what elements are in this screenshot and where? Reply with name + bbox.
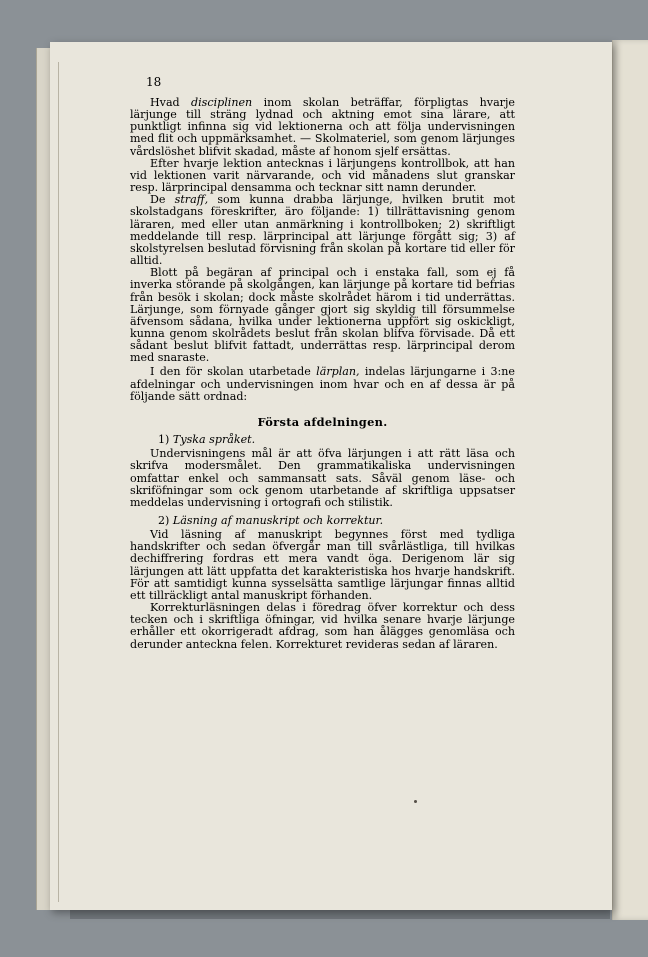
emphasis-straff: straff, — [174, 193, 209, 207]
paragraph-korrektur: Korrekturläsningen delas i föredrag öfver korrektur och dess tecken och i skriftliga öfningar, vid hvilka senare hvarje lärjunge erhåller ett okorrigeradt afdrag, som han ålägges genomläsa och derunder anteckna felen. Korrekturet revideras sedan af läraren. — [130, 601, 515, 651]
paragraph-discipline: Hvad disciplinen inom skolan beträffar, förpligtas hvarje lärjunge till sträng lydnad och aktning emot sina lärare, att punktligt infinna sig vid lektionerna och att följa undervisningen med flit och uppmärksamhet. — Skolmateriel, som genom lärjunges vårdslöshet blifvit skadad, måste af honom sjelf ersättas. — [130, 96, 515, 158]
emphasis-larplan: lärplan, — [316, 365, 360, 379]
paragraph-manuskript: Vid läsning af manuskript begynnes först med tydliga handskrifter och sedan öfvergår man till svårlästliga, till hvilkas dechiffrering fordras ett mera vandt öga. Derigenom lär sig lärjungen att lätt uppfatta det karakteristiska hos hvarje handskrift. För att samtidigt kunna sysselsätta samtlige lärjungar finnas alltid ett tillräckligt antal manuskript förhanden. — [130, 528, 515, 602]
emphasis-disciplinen: disciplinen — [191, 96, 253, 109]
page-gutter-line — [58, 62, 59, 902]
paragraph-straff: De straff, som kunna drabba lärjunge, hvilken brutit mot skolstadgans föreskrifter, äro följande: 1) tillrättavisning genom läraren, med eller utan anmärkning i kontrollboken; 2) skriftligt meddelande till resp. lärprincipal att lärjunge förgått sig; 3) af skolstyrelsen beslutad förvisning från skolan på kortare tid eller för alltid. — [130, 193, 515, 268]
paragraph-tyska: Undervisningens mål är att öfva lärjungen i att rätt läsa och skrifva modersmålet. Den grammatikaliska undervisningen omfattar enkel och sammansatt sats. Såväl genom läse- och skriföfningar som ock genom utarbetande af skriftliga uppsatser meddelas undervisning i ortografi och stilistik. — [130, 447, 515, 509]
paragraph-larplan: I den för skolan utarbetade lärplan, indelas lärjungarne i 3:ne afdelningar och undervisningen inom hvar och en af dessa är på följande sätt ordnad: — [130, 365, 515, 403]
subheading-tyska: 1) Tyska språket. — [158, 433, 256, 447]
section-heading: Första afdelningen. — [257, 414, 388, 429]
subheading-lasning: 2) Läsning af manuskript och korrektur. — [158, 514, 384, 527]
page-text — [130, 97, 515, 651]
paragraph-kontrollbok: Efter hvarje lektion antecknas i lärjungens kontrollbok, att han vid lektionen varit närvarande, och vid månadens slut granskar resp. lärprincipal densamma och tecknar sitt namn derunder. — [130, 156, 515, 195]
paragraph-befrielse: Blott på begäran af principal och i enstaka fall, som ej få inverka störande på skolgången, kan lärjunge på kortare tid befrias från besök i skolan; dock måste skolrådet härom i tid underrättas. Lärjunge, som förnyade gånger gjort sig skyldig till försummelse äfvensom sådana, hvilka under lektionerna uppfört sig oskickligt, kunna genom skolrådets beslut från skolan blifva förvisade. Då ett sådant beslut blifvit fattadt, underrättas resp. lärprincipal derom med snaraste. — [130, 266, 515, 365]
page-number: 18 — [146, 75, 162, 89]
ink-speck — [414, 800, 417, 803]
next-page-edge — [612, 40, 648, 920]
